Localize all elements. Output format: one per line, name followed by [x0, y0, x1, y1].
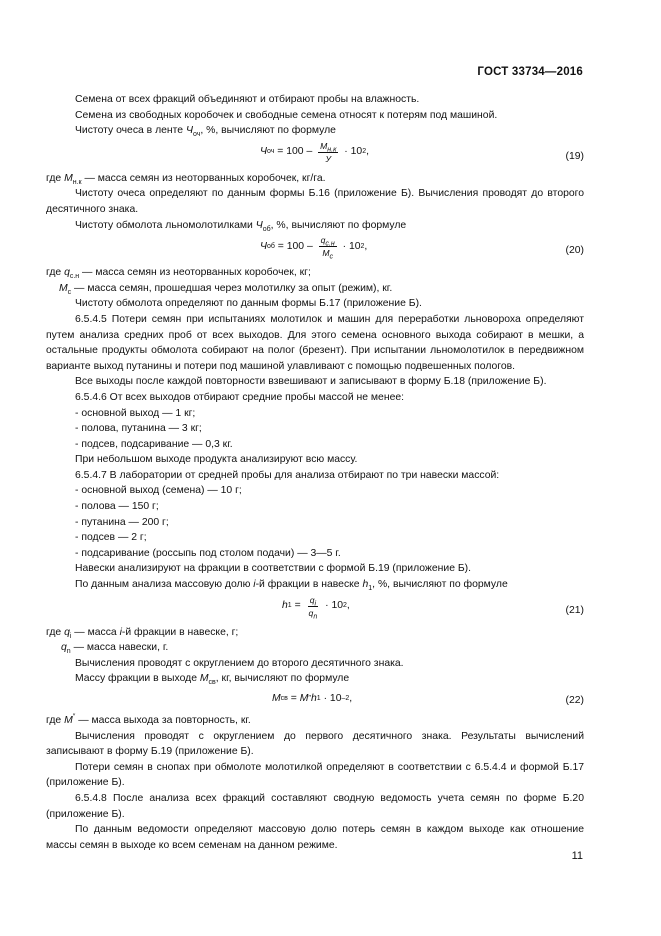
formula-number: (22) [565, 695, 584, 706]
formula-number: (19) [565, 150, 584, 162]
list-item: - основной выход — 1 кг; [75, 407, 196, 419]
paragraph: Чистоту обмолота определяют по данным формы Б.17 (приложение Б). [75, 298, 422, 310]
paragraph: 6.5.4.5 Потери семян при испытаниях молотилок и машин для переработки льновороха определяют путем анализа средних проб от всех выходов. Для этого семена основного выхода собирают в мешки, а остальные продукты обмолота собирают на полог (брезент). При испытании льномолотилок в передвижном варианте выход путанины и потери под машиной улавливают с помощью подвешенных пологов. [46, 313, 584, 372]
paragraph: 6.5.4.8 После анализа всех фракций составляют сводную ведомость учета семян по форме Б.20 (приложение Б). [46, 792, 584, 820]
formula-19: Ч оч = 100 – $\frac{М_{н.к}}{У}$ · 10 2 , (19) [260, 140, 584, 164]
paragraph: Все выходы после каждой повторности взвешивают и записывают в форму Б.18 (приложение Б). [75, 376, 547, 388]
paragraph: где $q_i$ — масса i-й фракции в навеске, г; [46, 626, 239, 640]
formula-number: (20) [565, 245, 584, 257]
formula-number: (21) [565, 604, 584, 616]
formula-20: Ч об = 100 – $\frac{q_{с.н}}{М_с}$ · 10 2 , (20) [260, 235, 584, 261]
paragraph: где М′′ — масса выхода за повторность, кг. [46, 713, 251, 726]
list-item: - путанина — 200 г; [75, 516, 169, 528]
paragraph: Чистоту очеса определяют по данным формы Б.16 (приложение Б). Вычисления проводят до второго десятичного знака. [46, 188, 584, 215]
list-item: - полова, путанина — 3 кг; [75, 423, 202, 435]
paragraph: 6.5.4.6 От всех выходов отбирают средние пробы массой не менее: [75, 391, 405, 403]
paragraph: Чистоту очеса в ленте $Ч_{оч}$, %, вычисляют по формуле [75, 125, 336, 139]
paragraph: Семена из свободных коробочек и свободные семена относят к потерям под машиной. [75, 109, 498, 121]
paragraph: $М_с$ — масса семян, прошедшая через молотилку за опыт (режим), кг. [59, 282, 393, 296]
paragraph: Вычисления проводят с округлением до первого десятичного знака. Результаты вычислений записывают в форму Б.19 (приложение Б). [46, 730, 584, 758]
paragraph: Массу фракции в выходе $М_{св}$, кг, вычисляют по формуле [75, 673, 350, 687]
list-item: - подсаривание (россыпь под столом подачи) — 3—5 г. [75, 547, 341, 559]
list-item: - основной выход (семена) — 10 г; [75, 485, 242, 497]
paragraph: где $q_{с.н}$ — масса семян из неоторванных коробочек, кг; [46, 267, 311, 281]
paragraph: Навески анализируют на фракции в соответствии с формой Б.19 (приложение Б). [75, 563, 472, 575]
paragraph: По данным ведомости определяют массовую долю потерь семян в каждом выходе как отношение массы семян в выходе ко всем семенам на данном режиме. [46, 824, 584, 851]
paragraph: Вычисления проводят с округлением до второго десятичного знака. [75, 657, 404, 669]
standard-header: ГОСТ 33734—2016 [477, 66, 583, 78]
list-item: - полова — 150 г; [75, 501, 159, 513]
paragraph: $q_n$ — масса навески, г. [61, 642, 169, 656]
paragraph: Потери семян в снопах при обмолоте молотилкой определяют в соответствии с 6.5.4.4 и формой Б.17 (приложение Б). [46, 761, 584, 789]
paragraph: 6.5.4.7 В лаборатории от средней пробы для анализа отбирают по три навески массой: [75, 469, 500, 481]
page-number: 11 [571, 850, 583, 862]
paragraph: где $М_{н.к}$ — масса семян из неоторванных коробочек, кг/га. [46, 172, 326, 186]
paragraph: Чистоту обмолота льномолотилками $Ч_{об}$, %, вычисляют по формуле [75, 219, 407, 233]
page-body [46, 92, 584, 853]
formula-22: М св = М ′′ h 1 · 10 –2 , (22) [46, 687, 584, 713]
list-item: - подсев, подсаривание — 0,3 кг. [75, 438, 233, 450]
paragraph: Семена от всех фракций объединяют и отбирают пробы на влажность. [75, 94, 420, 105]
paragraph: При небольшом выходе продукта анализируют всю массу. [75, 454, 358, 466]
formula-21: h 1 = $\frac{q_i}{q_n}$ · 10 2 , (21) [282, 594, 584, 621]
list-item: - подсев — 2 г; [75, 532, 147, 544]
paragraph: По данным анализа массовую долю i-й фракции в навеске $h_1$, %, вычисляют по формуле [75, 579, 508, 593]
